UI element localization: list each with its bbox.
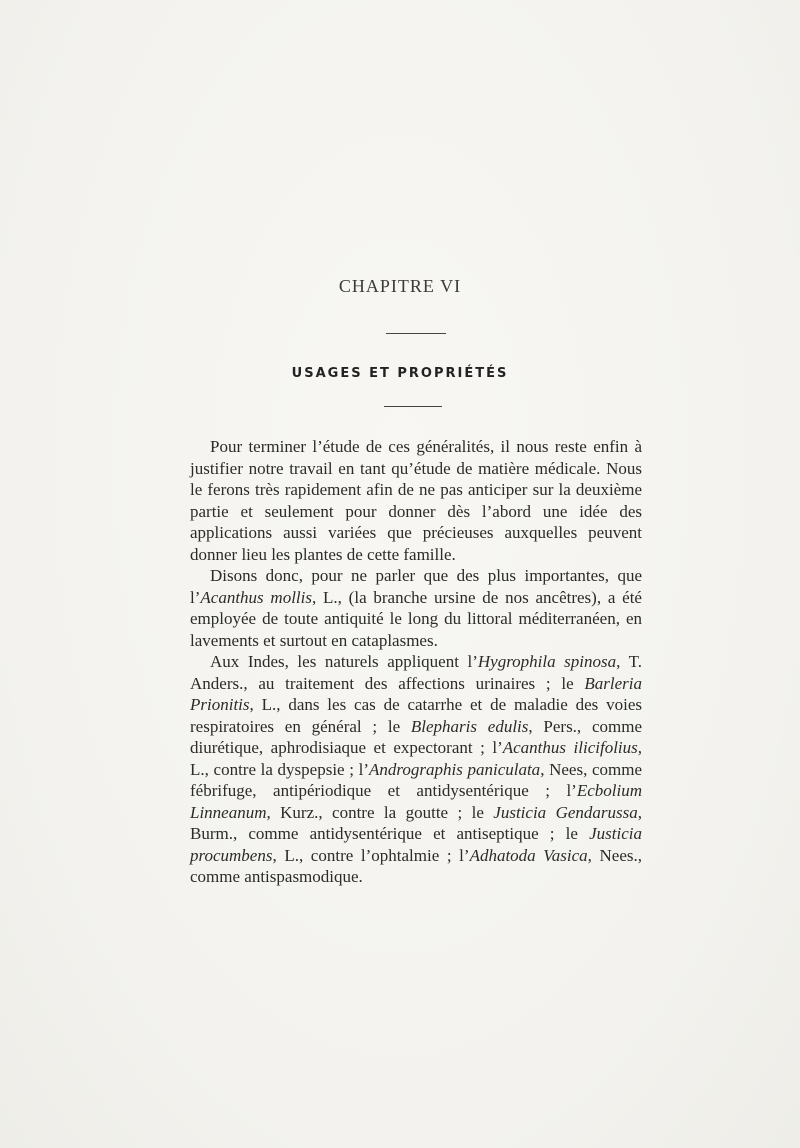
text-run: Disons donc, pour ne parler que des plus importantes, que l’	[190, 566, 642, 607]
chapter-title: CHAPITRE VI	[338, 276, 462, 296]
text-run: , Nees, comme fébrifuge, antipériodique et antidysentérique ; l’	[190, 759, 642, 800]
species-name: Barleria Prionitis	[190, 673, 642, 714]
text-run: , L., contre l’ophtalmie ; l’	[272, 845, 470, 865]
species-name: Ecbolium Linneanum	[190, 781, 642, 822]
species-name: Justicia procumbens	[190, 824, 642, 865]
paragraph	[190, 651, 642, 888]
text-run: , Pers., comme diurétique, aphrodisiaque et expectorant ; l’	[190, 716, 642, 757]
text-run: , L., contre la dyspepsie ; l’	[190, 738, 642, 779]
text-run: , L., (la branche ursine de nos ancêtres), a été employée de toute antiquité le long du littoral méditerranéen, en lavements et surtout en cataplasmes.	[190, 587, 642, 650]
species-name: Justicia Gendarussa	[493, 802, 638, 822]
body-text	[190, 436, 642, 888]
text-run: , Kurz., contre la goutte ; le	[266, 802, 494, 822]
top-divider	[386, 333, 446, 334]
text-run: Pour terminer l’étude de ces généralités, il nous reste enfin à justifier notre travail en tant qu’étude de matière médicale. Nous le ferons très rapidement afin de ne pas anticiper sur la deuxième partie et seulement pour donner dès l’abord une idée des applications aussi variées que précieuses auxquelles peuvent donner lieu les plantes de cette famille.	[190, 437, 642, 564]
text-run: , L., dans les cas de catarrhe et de maladie des voies respiratoires en général ; le	[190, 695, 642, 736]
species-name: Acanthus ilicifolius	[502, 738, 638, 757]
species-name: Acanthus mollis	[200, 587, 312, 607]
species-name: Blepharis edulis	[410, 716, 529, 736]
paragraph	[190, 565, 642, 651]
paragraph	[190, 436, 642, 565]
species-name: Adhatoda Vasica	[469, 845, 588, 865]
bottom-divider	[384, 406, 442, 407]
text-run: , Nees., comme antispasmodique.	[190, 845, 642, 886]
species-name: Andrographis paniculata	[369, 759, 541, 779]
text-run: , T. Anders., au traitement des affections urinaires ; le	[190, 652, 642, 693]
species-name: Hygrophila spinosa	[477, 652, 617, 671]
text-run: , Burm., comme antidysentérique et antiseptique ; le	[190, 802, 642, 843]
section-heading: USAGES ET PROPRIÉTÉS	[291, 366, 509, 381]
text-run: Aux Indes, les naturels appliquent l’	[210, 652, 478, 671]
